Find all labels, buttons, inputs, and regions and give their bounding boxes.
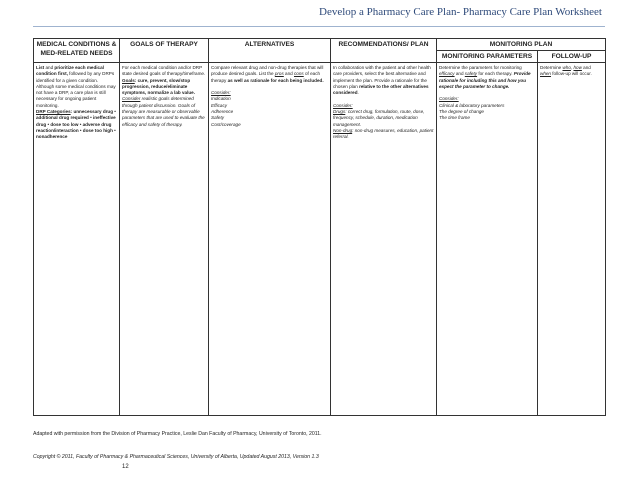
list-item: Clinical & laboratory parameters (439, 102, 505, 108)
list-item: Safety (211, 115, 225, 121)
text: and (454, 71, 465, 77)
text: safety (464, 71, 478, 77)
text: as well as rationale for each being included. (226, 77, 324, 83)
text: and (283, 71, 294, 77)
text: List (36, 65, 46, 70)
text: pros (274, 71, 284, 77)
list-item: The degree of change (439, 109, 484, 115)
nondrug-label: Non-drug (333, 127, 353, 133)
drp-label: DRP Categories (36, 109, 71, 115)
care-plan-table (33, 38, 606, 416)
text: . (357, 90, 359, 96)
text: and (45, 65, 55, 70)
text: prioritize (54, 65, 74, 70)
cell-medical-conditions[interactable] (34, 63, 120, 416)
text: In collaboration with the patient and other health care providers, select the best alternative and implement the plan. Provide a rationale for the chosen plan (333, 65, 431, 89)
text: who (562, 65, 571, 70)
copyright-note: Copyright © 2011, Faculty of Pharmacy & Pharmaceutical Sciences, University of Alberta, Updated August 2013, Version 1.3 (33, 454, 319, 460)
drugs-label: Drugs (333, 109, 346, 115)
header-monitoring-parameters: MONITORING PARAMETERS (437, 51, 538, 63)
text: cons (294, 71, 304, 77)
text: when (540, 71, 551, 77)
page-number: 12 (122, 464, 129, 470)
header-monitoring-plan: MONITORING PLAN (437, 39, 606, 51)
text: Determine (540, 65, 563, 70)
text: Provide rationale for including this and how you expect the parameter to change. (439, 71, 531, 89)
header-medical-conditions: MEDICAL CONDITIONS & MED-RELATED NEEDS (34, 39, 120, 63)
text: realistic goals determined through patient discussion. Goals of therapy are measurable or observable parameters that are used to evaluate the efficacy and safety of therapy. (122, 96, 205, 127)
adapted-note: Adapted with permission from the Division of Pharmacy Practice, Leslie Dan Faculty of Pharmacy, University of Toronto, 2011. (33, 431, 322, 437)
text: Compare relevant drug and non-drug therapies that will produce desired goals. List the (211, 65, 324, 77)
text: efficacy (439, 71, 455, 77)
title-rule (33, 26, 605, 27)
cell-monitoring-parameters[interactable] (437, 63, 538, 416)
text: followed by any DRPs identified for a given condition. Although some medical conditions may not have a DRP, a care plan is still necessary for ongoing patient monitoring. (36, 71, 116, 108)
list-item: Cost/coverage (211, 121, 241, 127)
text: and (581, 65, 591, 70)
cell-follow-up[interactable] (538, 63, 606, 416)
header-goals-of-therapy: GOALS OF THERAPY (120, 39, 209, 63)
text: : cure, prevent, slow/stop progression, reduce/eliminate symptoms, normalize a lab value. (122, 77, 196, 96)
drp-categories: : unnecessary drug • additional drug required • ineffective drug • dose too low • adverse drug reaction/interaction • dose too high • nonadherence (36, 109, 116, 140)
list-item: Efficacy (211, 102, 228, 108)
text: : non-drug measures, education, patient referral. (333, 127, 434, 140)
cell-goals-of-therapy[interactable] (120, 63, 209, 416)
header-follow-up: FOLLOW-UP (538, 51, 606, 63)
cell-recommendations[interactable] (331, 63, 437, 416)
list-item: Adherence (211, 109, 234, 115)
text: of each therapy (211, 71, 321, 83)
text: each medical condition first, (36, 65, 104, 77)
consider-label: Consider: (333, 102, 353, 108)
text: , (570, 65, 574, 70)
text: For each medical condition and/or DRP state desired goals of therapy/timeframe. (122, 65, 206, 77)
page-title: Develop a Pharmacy Care Plan- Pharmacy Care Plan Worksheet (319, 6, 602, 18)
list-item: The time frame (439, 115, 470, 121)
list-item: Indication (211, 96, 231, 102)
goals-label: Goals (122, 77, 135, 83)
text: : correct drug, formulation, route, dose, frequency, schedule, duration, medication management. (333, 109, 425, 127)
header-alternatives: ALTERNATIVES (209, 39, 331, 63)
consider-label: Consider: (439, 96, 459, 102)
text: relative to the other alternatives considered (333, 83, 429, 96)
text: Determine the parameters for monitoring (439, 65, 522, 70)
consider-label: Consider (122, 96, 141, 102)
header-recommendations: RECOMMENDATIONS/ PLAN (331, 39, 437, 63)
text: for each therapy. (477, 71, 514, 77)
text: how (573, 65, 582, 70)
text: follow-up will occur. (550, 71, 592, 77)
cell-alternatives[interactable] (209, 63, 331, 416)
consider-label: Consider: (211, 90, 231, 96)
